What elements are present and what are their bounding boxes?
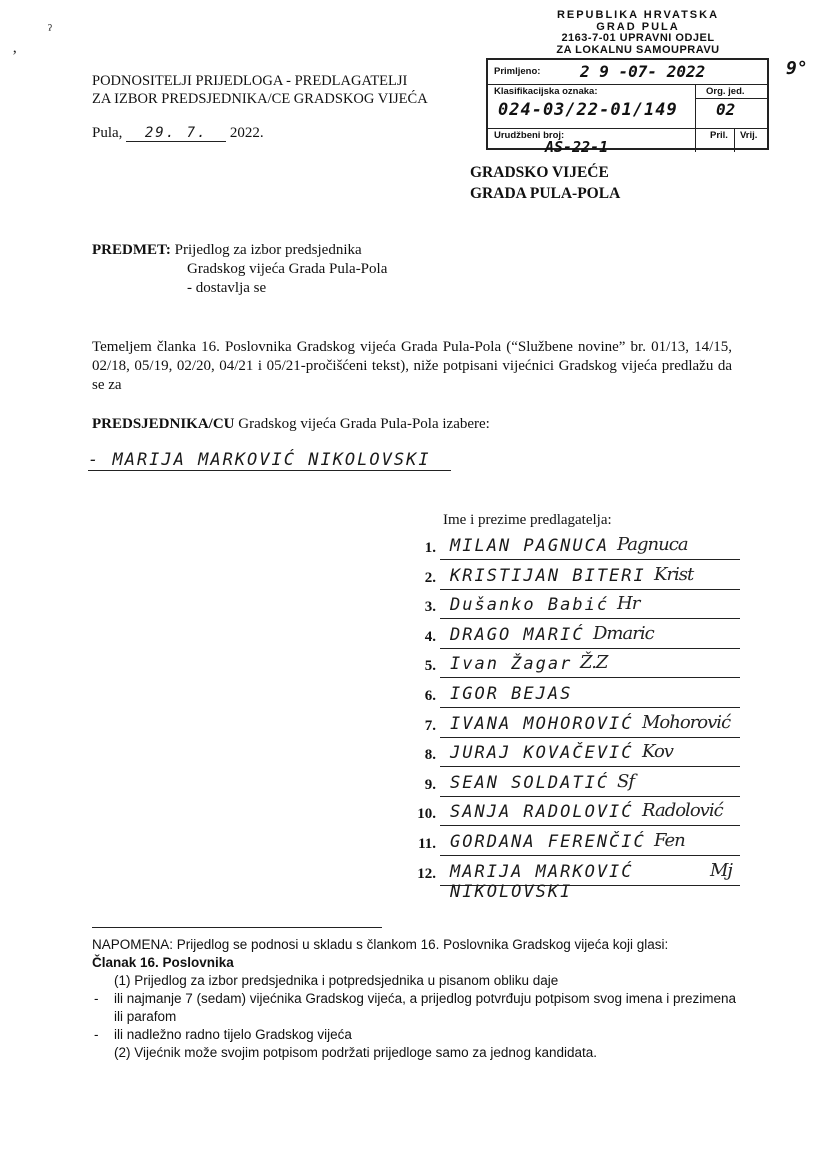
proposer-name: Dušanko Babić: [450, 595, 610, 615]
stamp-att-label: Pril.: [710, 130, 728, 141]
subject-line: - dostavlja se: [187, 280, 267, 296]
proposer-signature: Krist: [654, 564, 694, 585]
stamp-received-date: 2 9 -07- 2022: [580, 62, 706, 81]
proposer-name: MARIJA MARKOVIĆ NIKOLOVSKI: [450, 862, 634, 902]
signature-line: [440, 766, 740, 767]
stamp-reg-row: [488, 128, 767, 148]
proposer-signature: Ž.Z: [580, 652, 608, 673]
signature-line: [440, 618, 740, 619]
signature-line: [440, 648, 740, 649]
proposer-name: DRAGO MARIĆ: [450, 625, 585, 645]
proposer-row: [410, 536, 750, 562]
note-intro: NAPOMENA: Prijedlog se podnosi u skladu s člankom 16. Poslovnika Gradskog vijeća koji glasi:: [92, 937, 669, 952]
signature-line: [440, 737, 740, 738]
proposer-number: 4.: [424, 629, 436, 645]
proposer-number: 9.: [424, 777, 436, 793]
proposer-signature: Radolović: [642, 800, 723, 821]
proposer-row: [410, 802, 750, 828]
proposer-number: 1.: [424, 540, 436, 556]
subject-line: Gradskog vijeća Grada Pula-Pola: [187, 261, 388, 277]
proposer-number: 3.: [424, 599, 436, 615]
proposer-name: SEAN SOLDATIĆ: [450, 773, 610, 793]
proposer-name: KRISTIJAN BITERI: [450, 566, 646, 586]
stamp-header-line: ZA LOKALNU SAMOUPRAVU: [556, 43, 720, 56]
proposer-row: [410, 743, 750, 769]
proposer-signature: Kov: [642, 741, 673, 762]
stamp-header-line: GRAD PULA: [596, 20, 680, 33]
sender-line: ZA IZBOR PREDSJEDNIKA/CE GRADSKOG VIJEĆA: [92, 91, 428, 107]
note-bullet: [92, 990, 742, 1026]
chair-line: [92, 415, 732, 434]
proposer-row: [410, 566, 750, 592]
note-paragraph: (1) Prijedlog za izbor predsjednika i potpredsjednika u pisanom obliku daje: [114, 973, 559, 988]
note-bullet: [92, 1026, 742, 1044]
stamp-header-line: 2163-7-01 UPRAVNI ODJEL: [561, 32, 715, 44]
proposer-number: 6.: [424, 688, 436, 704]
signature-line: [440, 707, 740, 708]
sender-block: [92, 72, 428, 108]
stamp-class-label: Klasifikacijska oznaka:: [494, 86, 598, 97]
handwritten-date: 29. 7.: [126, 125, 226, 142]
proposer-signature: Mj: [710, 860, 733, 881]
recipient-line: GRADSKO VIJEĆE: [470, 164, 609, 181]
place-date: [92, 125, 264, 142]
bullet-dash: -: [94, 991, 99, 1006]
proposer-signature: Dmaric: [593, 623, 654, 644]
place: Pula,: [92, 125, 123, 141]
sender-line: PODNOSITELJI PRIJEDLOGA - PREDLAGATELJI: [92, 73, 408, 89]
proposer-number: 7.: [424, 718, 436, 734]
body-paragraph: Temeljem članka 16. Poslovnika Gradskog vijeća Grada Pula-Pola (“Službene novine” br. 01/13, 14/15, 02/18, 05/19, 02/20, 04/21 i 05/21-pročišćeni tekst), niže potpisani vijećnici Gradskog vijeća predlažu da se za: [92, 339, 732, 393]
proposer-name: MILAN PAGNUCA: [450, 536, 610, 556]
signature-line: [440, 559, 740, 560]
proposer-row: [410, 860, 750, 902]
proposer-row: [410, 654, 750, 680]
subject-block: [92, 241, 387, 298]
proposer-row: [410, 625, 750, 651]
proposer-row: [410, 832, 750, 858]
stamp-header: [548, 10, 728, 56]
recipient-block: [470, 162, 620, 204]
proposer-name: IGOR BEJAS: [450, 684, 573, 704]
proposer-row: [410, 684, 750, 710]
proposer-name: IVANA MOHOROVIĆ: [450, 714, 634, 734]
margin-note: 9°: [786, 58, 808, 79]
proposer-signature: Mohorović: [642, 712, 731, 733]
stamp-reg-value: AS-22-1: [545, 138, 609, 156]
proposer-signature: Fen: [654, 830, 685, 851]
registry-stamp: [486, 58, 769, 150]
bullet-dash: -: [94, 1027, 99, 1042]
proposer-row: [410, 595, 750, 621]
proposer-row: [410, 714, 750, 740]
proposer-name: GORDANA FERENČIĆ: [450, 832, 646, 852]
note-divider: [92, 927, 382, 928]
proposer-number: 8.: [424, 747, 436, 763]
year: 2022.: [229, 125, 264, 141]
stamp-received-label: Primljeno:: [494, 66, 541, 77]
candidate-name: - MARIJA MARKOVIĆ NIKOLOVSKI: [88, 450, 451, 471]
proposer-number: 2.: [424, 570, 436, 586]
note-bullet-text: ili najmanje 7 (sedam) vijećnika Gradskog vijeća, a prijedlog potvrđuju potpisom svog imena i prezimena ili parafom: [114, 991, 737, 1024]
proposer-number: 10.: [417, 806, 436, 822]
proposer-signature: Hr: [617, 593, 640, 614]
note-heading: Članak 16. Poslovnika: [92, 955, 234, 970]
proposer-signature: Pagnuca: [617, 534, 688, 555]
proposer-row: [410, 773, 750, 799]
proposers-label: Ime i prezime predlagatelja:: [443, 512, 612, 528]
stamp-org-label: Org. jed.: [706, 86, 745, 97]
note-block: [92, 936, 742, 1062]
proposer-signature: Sf: [617, 771, 634, 792]
proposer-number: 5.: [424, 658, 436, 674]
margin-mark: ˀ: [48, 22, 52, 39]
note-bullet-text: ili nadležno radno tijelo Gradskog vijeća: [114, 1027, 352, 1042]
proposer-number: 12.: [417, 866, 436, 882]
subject-label: PREDMET:: [92, 242, 171, 258]
recipient-line: GRADA PULA-POLA: [470, 185, 621, 202]
stamp-org-value: 02: [716, 100, 736, 119]
subject-line: Prijedlog za izbor predsjednika: [174, 242, 362, 258]
stamp-reg-label: Urudžbeni broj:: [494, 130, 565, 141]
stamp-class-value: 024-03/22-01/149: [498, 100, 678, 120]
signature-line: [440, 855, 740, 856]
signature-line: [440, 825, 740, 826]
proposer-name: JURAJ KOVAČEVIĆ: [450, 743, 634, 763]
stamp-class-row: [488, 84, 767, 129]
chair-line-rest: Gradskog vijeća Grada Pula-Pola izabere:: [238, 416, 490, 432]
stamp-received-row: [488, 60, 767, 85]
proposer-name: SANJA RADOLOVIĆ: [450, 802, 634, 822]
proposer-name: Ivan Žagar: [450, 654, 573, 674]
note-paragraph: (2) Vijećnik može svojim potpisom podržati prijedloge samo za jednog kandidata.: [114, 1045, 598, 1060]
signature-line: [440, 589, 740, 590]
chair-line-bold: PREDSJEDNIKA/CU: [92, 416, 235, 432]
stamp-header-line: REPUBLIKA HRVATSKA: [556, 9, 720, 21]
signature-line: [440, 796, 740, 797]
margin-mark: ʼ: [12, 48, 18, 65]
stamp-value-label: Vrij.: [740, 130, 758, 141]
signature-line: [440, 677, 740, 678]
proposer-number: 11.: [418, 836, 436, 852]
